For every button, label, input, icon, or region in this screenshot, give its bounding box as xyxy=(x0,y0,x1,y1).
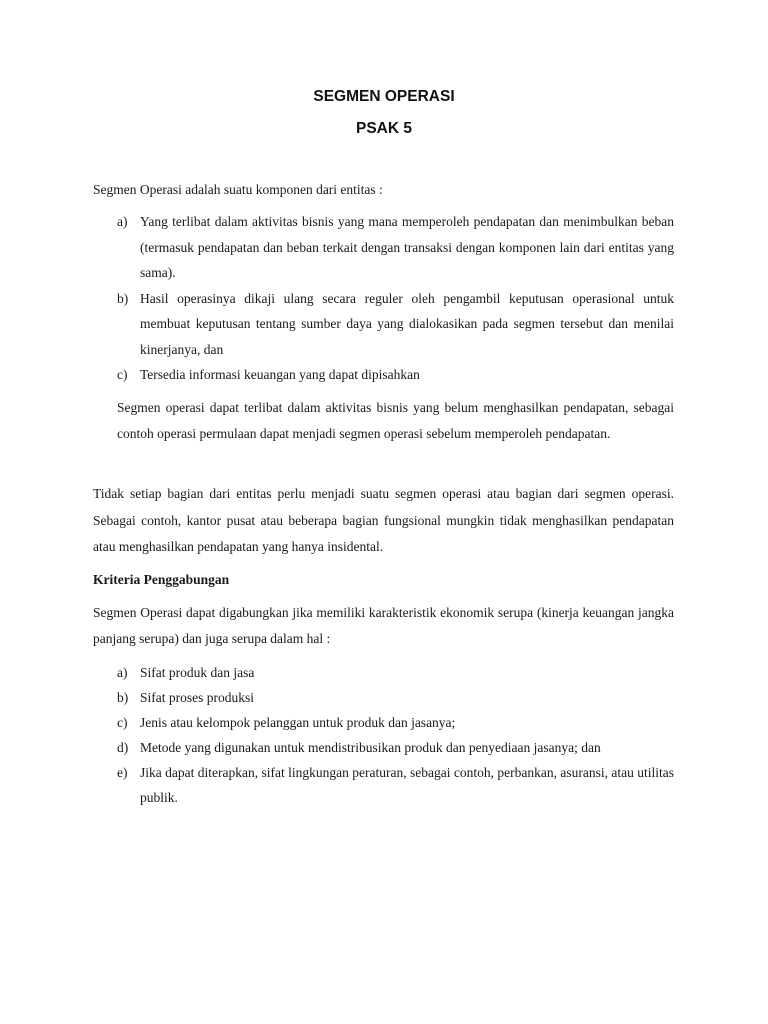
list-item-text: Sifat proses produksi xyxy=(140,690,254,705)
list-marker: a) xyxy=(117,665,128,680)
list-item xyxy=(117,660,674,685)
list-item-text: Jenis atau kelompok pelanggan untuk produk dan jasanya; xyxy=(140,715,456,730)
body-paragraph: Tidak setiap bagian dari entitas perlu menjadi suatu segmen operasi atau bagian dari segmen operasi. Sebagai contoh, kantor pusat atau beberapa bagian fungsional mungkin tidak menghasilkan pendapatan atau menghasilkan pendapatan yang hanya insidental. xyxy=(93,486,674,554)
list-item-text: Sifat produk dan jasa xyxy=(140,665,255,680)
aggregation-list xyxy=(117,660,674,810)
section-heading: Kriteria Penggabungan xyxy=(93,572,230,587)
note-paragraph: Segmen operasi dapat terlibat dalam aktivitas bisnis yang belum menghasilkan pendapatan, sebagai contoh operasi permulaan dapat menjadi segmen operasi sebelum memperoleh pendapatan. xyxy=(117,400,674,441)
list-item-text: Metode yang digunakan untuk mendistribusikan produk dan penyediaan jasanya; dan xyxy=(140,740,601,755)
list-item-text: Tersedia informasi keuangan yang dapat dipisahkan xyxy=(140,367,420,382)
intro-paragraph: Segmen Operasi adalah suatu komponen dari entitas : xyxy=(93,182,383,197)
body-paragraph: Segmen Operasi dapat digabungkan jika memiliki karakteristik ekonomik serupa (kinerja keuangan jangka panjang serupa) dan juga serupa dalam hal : xyxy=(93,605,674,646)
list-item xyxy=(117,685,674,710)
list-marker: b) xyxy=(117,690,129,705)
list-marker: d) xyxy=(117,740,129,755)
list-item-text: Jika dapat diterapkan, sifat lingkungan peraturan, sebagai contoh, perbankan, asuransi, atau utilitas publik. xyxy=(140,765,674,805)
list-item xyxy=(117,286,674,363)
document-title: SEGMEN OPERASI xyxy=(313,88,455,105)
list-marker: a) xyxy=(117,214,128,229)
list-marker: c) xyxy=(117,367,128,382)
list-marker: e) xyxy=(117,765,128,780)
document-subtitle: PSAK 5 xyxy=(356,120,412,137)
list-item xyxy=(117,710,674,735)
list-item xyxy=(117,362,674,388)
list-item xyxy=(117,209,674,286)
list-marker: b) xyxy=(117,290,129,306)
list-item xyxy=(117,735,674,760)
list-item xyxy=(117,760,674,810)
criteria-list xyxy=(117,209,674,388)
list-item-text: Hasil operasinya dikaji ulang secara reguler oleh pengambil keputusan operasional untuk membuat keputusan tentang sumber daya yang dialokasikan pada segmen tersebut dan menilai kinerjanya, dan xyxy=(140,290,674,357)
list-item-text: Yang terlibat dalam aktivitas bisnis yang mana memperoleh pendapatan dan menimbulkan beban (termasuk pendapatan dan beban terkait dengan transaksi dengan komponen lain dari entitas yang sama). xyxy=(140,214,674,280)
list-marker: c) xyxy=(117,715,128,730)
